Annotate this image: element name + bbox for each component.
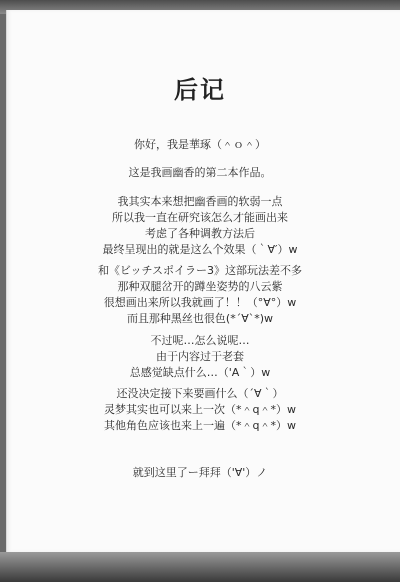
greeting-line: 你好，我是華琢（＾ｏ＾） xyxy=(134,138,266,151)
body-line: 而且那种黑丝也很色(*´∀`*)w xyxy=(126,312,274,325)
body-line: 我其实本来想把幽香画的软弱一点 xyxy=(117,195,283,208)
body-line: 那种双腿岔开的蹲坐姿势的八云紫 xyxy=(117,280,283,293)
body-line: 还没决定接下来要画什么（´∀｀） xyxy=(116,387,284,400)
body-line: 灵梦其实也可以来上一次（*＾q＾*）w xyxy=(104,403,296,416)
page-title: 后记 xyxy=(174,76,226,104)
closing-line: 就到这里了ー拜拜（'∀'）ノ xyxy=(132,466,268,479)
body-line: 考虑了各种调教方法后 xyxy=(145,227,255,240)
scan-edge-bottom xyxy=(0,552,400,582)
body-line: 由于内容过于老套 xyxy=(156,350,244,363)
body-line: 和《ビッチスポイラー3》这部玩法差不多 xyxy=(97,264,303,277)
body-line: 所以我一直在研究该怎么才能画出来 xyxy=(112,211,288,224)
body-line: 很想画出来所以我就画了！！（°∀°）w xyxy=(103,296,297,309)
body-line: 不过呢…怎么说呢… xyxy=(150,334,250,347)
body-line: 总感觉缺点什么…（'A｀）w xyxy=(129,366,271,379)
intro-line: 这是我画幽香的第二本作品。 xyxy=(128,166,272,179)
body-line: 最终呈现出的就是这么个效果（｀∀′）w xyxy=(102,243,298,256)
body-line: 其他角色应该也来上一遍（*＾q＾*）w xyxy=(104,419,296,432)
